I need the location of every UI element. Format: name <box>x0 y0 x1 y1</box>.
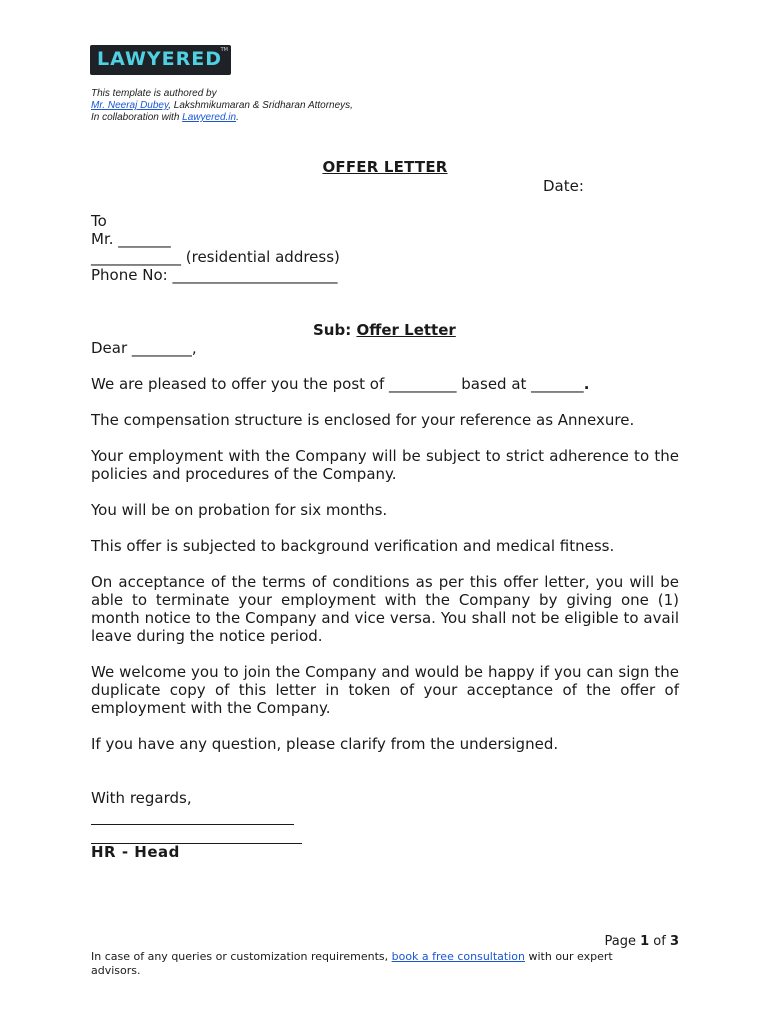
address-residential: ____________ (residential address) <box>91 248 340 266</box>
subject-text: Offer Letter <box>356 321 456 339</box>
footer-note: In case of any queries or customization requirements, book a free consultation with our expert advisors. <box>91 950 613 977</box>
paragraph-compensation: The compensation structure is enclosed for your reference as Annexure. <box>91 411 635 429</box>
subject-prefix: Sub: <box>313 321 357 339</box>
lawyered-site-link[interactable]: Lawyered.in <box>182 112 237 123</box>
paragraph-probation: You will be on probation for six months. <box>91 501 388 519</box>
lawyered-logo <box>90 45 231 75</box>
address-to: To <box>91 212 107 230</box>
logo-trademark: TM <box>220 47 228 53</box>
paragraph-employment: Your employment with the Company will be subject to strict adherence to the policies and procedures of the Company. <box>91 447 679 483</box>
signature-line <box>91 824 294 825</box>
collab-text: In collaboration with <box>91 112 183 123</box>
document-title: OFFER LETTER <box>322 158 448 176</box>
salutation: Dear ________, <box>91 339 197 357</box>
closing-regards: With regards, <box>91 789 192 807</box>
page-number: Page 1 of 3 <box>604 934 679 949</box>
address-phone: Phone No: ______________________ <box>91 266 338 284</box>
signatory-title: HR - Head <box>91 843 180 861</box>
date-label: Date: <box>543 177 584 195</box>
paragraph-offer: We are pleased to offer you the post of _________ based at _______. <box>91 375 590 393</box>
paragraph-welcome: We welcome you to join the Company and would be happy if you can sign the duplicate copy of this letter in token of your acceptance of the offer of employment with the Company. <box>91 663 679 717</box>
author-link[interactable]: Mr. Neeraj Dubey <box>91 100 169 111</box>
paragraph-termination: On acceptance of the terms of conditions as per this offer letter, you will be able to terminate your employment with the Company by giving one (1) month notice to the Company and vice versa. You shall not be eligible to avail leave during the notice period. <box>91 573 679 645</box>
author-line-2 <box>91 100 353 112</box>
logo-wordmark: LAWYERED <box>97 48 223 70</box>
author-affiliation: , Lakshmikumaran & Sridharan Attorneys, <box>168 100 353 111</box>
subject-line <box>313 321 456 339</box>
consultation-link[interactable]: book a free consultation <box>391 950 525 963</box>
paragraph-questions: If you have any question, please clarify from the undersigned. <box>91 735 559 753</box>
total-pages: 3 <box>669 934 679 949</box>
author-line-1: This template is authored by <box>91 88 217 99</box>
current-page: 1 <box>640 934 650 949</box>
author-line-3: In collaboration with Lawyered.in. <box>91 112 239 123</box>
paragraph-verification: This offer is subjected to background verification and medical fitness. <box>91 537 615 555</box>
address-name: Mr. _______ <box>91 230 171 248</box>
